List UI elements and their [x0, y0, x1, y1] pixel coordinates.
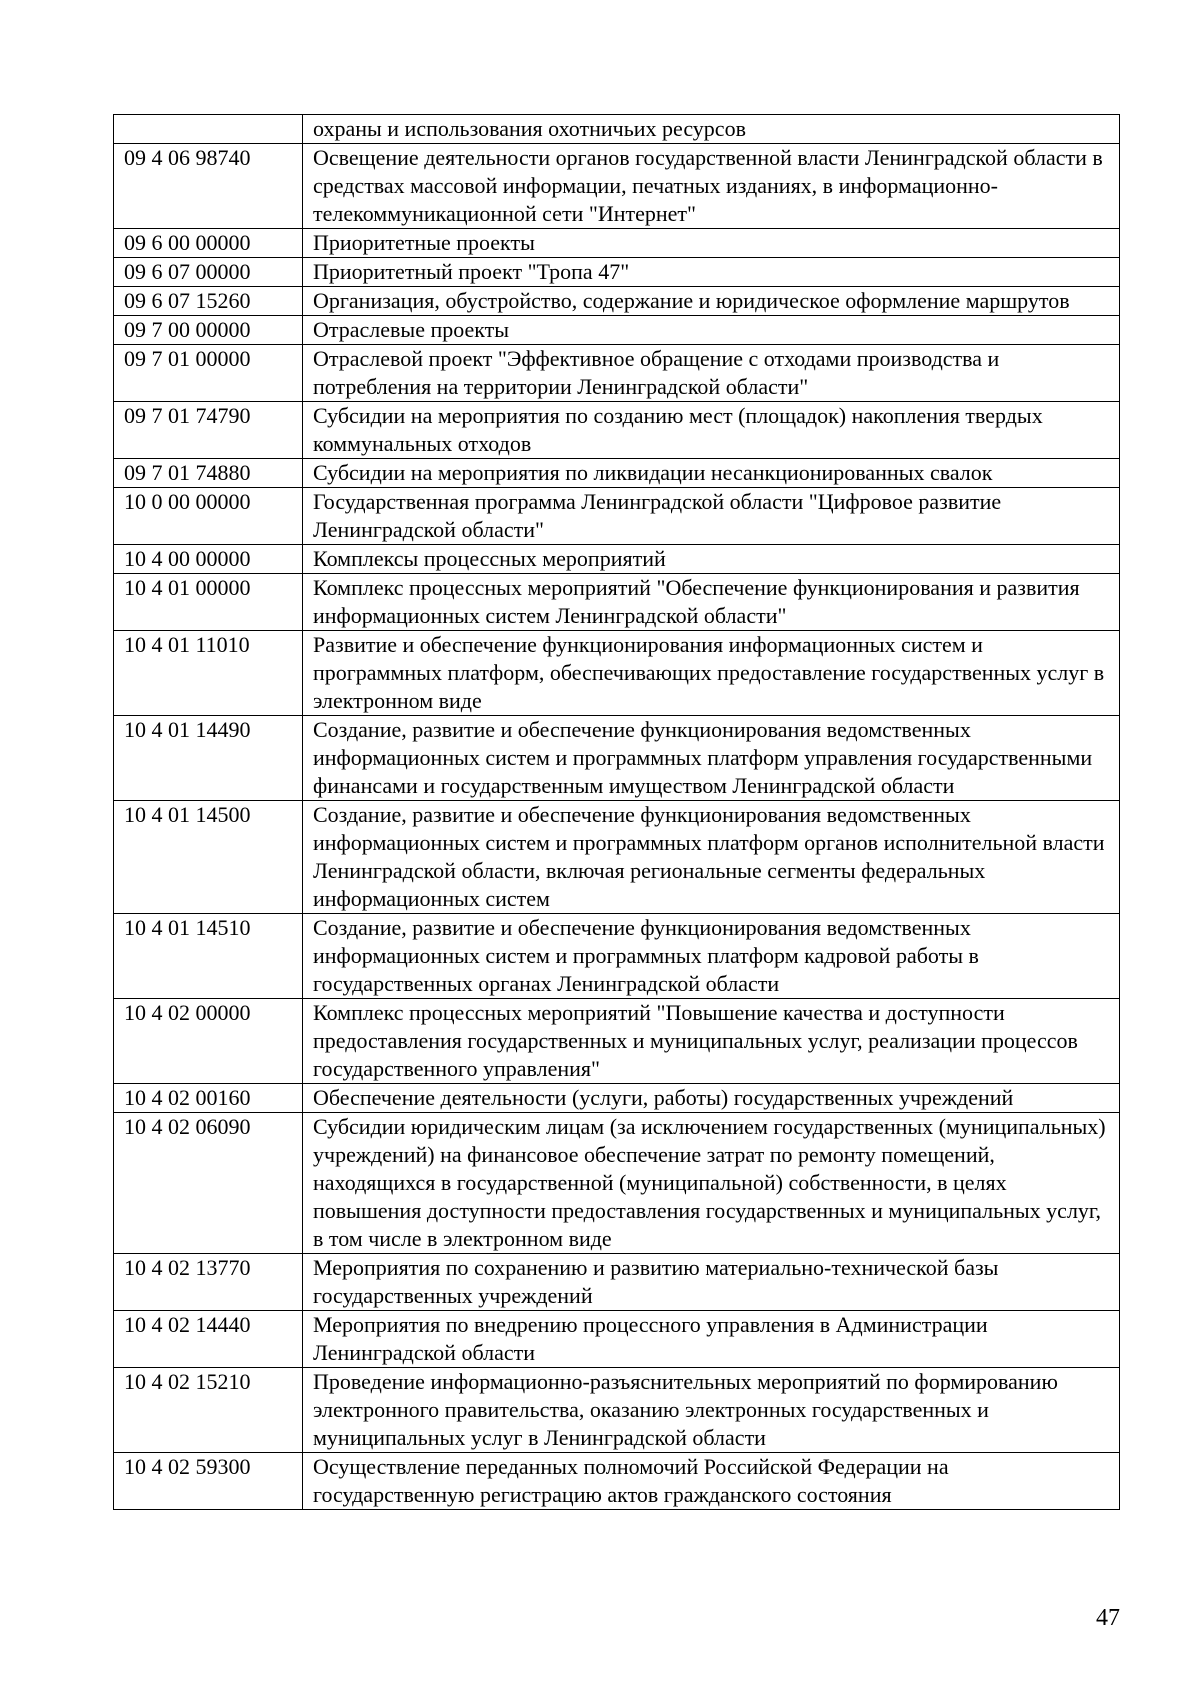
row-code-cell: 09 4 06 98740	[114, 144, 303, 229]
row-code-cell: 09 7 01 74880	[114, 459, 303, 488]
row-code-cell: 09 7 00 00000	[114, 316, 303, 345]
row-code-cell: 10 4 02 06090	[114, 1113, 303, 1254]
row-code-cell: 10 4 01 14510	[114, 914, 303, 999]
table-row	[114, 1453, 1120, 1510]
row-name-cell: Освещение деятельности органов государственной власти Ленинградской области в средствах массовой информации, печатных изданиях, в информационно-телекоммуникационной сети "Интернет"	[303, 144, 1120, 229]
row-name-cell: Обеспечение деятельности (услуги, работы) государственных учреждений	[303, 1084, 1120, 1113]
row-name-cell: Организация, обустройство, содержание и юридическое оформление маршрутов	[303, 287, 1120, 316]
row-name-cell: Субсидии юридическим лицам (за исключением государственных (муниципальных) учреждений) на финансовое обеспечение затрат по ремонту помещений, находящихся в государственной (муниципальной) собственности, в целях повышения доступности предоставления государственных и муниципальных услуг, в том числе в электронном виде	[303, 1113, 1120, 1254]
row-code-cell: 10 4 02 14440	[114, 1311, 303, 1368]
row-name-cell: Государственная программа Ленинградской области "Цифровое развитие Ленинградской области"	[303, 488, 1120, 545]
row-name-cell: Отраслевые проекты	[303, 316, 1120, 345]
table-row	[114, 258, 1120, 287]
row-name-cell: Субсидии на мероприятия по ликвидации несанкционированных свалок	[303, 459, 1120, 488]
row-code-cell: 10 4 02 00000	[114, 999, 303, 1084]
row-code-cell: 09 6 07 15260	[114, 287, 303, 316]
row-name-cell: Создание, развитие и обеспечение функционирования ведомственных информационных систем и программных платформ кадровой работы в государственных органах Ленинградской области	[303, 914, 1120, 999]
table-row	[114, 488, 1120, 545]
row-name-cell: Субсидии на мероприятия по созданию мест (площадок) накопления твердых коммунальных отходов	[303, 402, 1120, 459]
row-code-cell: 09 7 01 00000	[114, 345, 303, 402]
table-row	[114, 1368, 1120, 1453]
table-row	[114, 801, 1120, 914]
classification-table	[113, 114, 1120, 1510]
row-name-cell: Комплекс процессных мероприятий "Повышение качества и доступности предоставления государственных и муниципальных услуг, реализации процессов государственного управления"	[303, 999, 1120, 1084]
row-name-cell: Осуществление переданных полномочий Российской Федерации на государственную регистрацию актов гражданского состояния	[303, 1453, 1120, 1510]
row-name-cell: Комплекс процессных мероприятий "Обеспечение функционирования и развития информационных систем Ленинградской области"	[303, 574, 1120, 631]
table-row	[114, 144, 1120, 229]
row-name-cell: Мероприятия по внедрению процессного управления в Администрации Ленинградской области	[303, 1311, 1120, 1368]
page-number: 47	[1096, 1605, 1120, 1631]
row-code-cell: 10 0 00 00000	[114, 488, 303, 545]
row-code-cell: 10 4 01 14490	[114, 716, 303, 801]
table-row	[114, 1113, 1120, 1254]
table-row	[114, 402, 1120, 459]
row-code-cell: 10 4 01 11010	[114, 631, 303, 716]
table-row	[114, 999, 1120, 1084]
row-code-cell: 10 4 01 00000	[114, 574, 303, 631]
table-row	[114, 345, 1120, 402]
table-row	[114, 1311, 1120, 1368]
row-name-cell: Развитие и обеспечение функционирования информационных систем и программных платформ, обеспечивающих предоставление государственных услуг в электронном виде	[303, 631, 1120, 716]
row-code-cell: 10 4 01 14500	[114, 801, 303, 914]
table-row	[114, 914, 1120, 999]
table-row	[114, 545, 1120, 574]
table-row	[114, 229, 1120, 258]
table-row	[114, 1254, 1120, 1311]
row-code-cell: 10 4 00 00000	[114, 545, 303, 574]
table-body	[114, 115, 1120, 1510]
row-code-cell: 10 4 02 59300	[114, 1453, 303, 1510]
row-name-cell: Создание, развитие и обеспечение функционирования ведомственных информационных систем и программных платформ органов исполнительной власти Ленинградской области, включая региональные сегменты федеральных информационных систем	[303, 801, 1120, 914]
row-name-cell: Приоритетные проекты	[303, 229, 1120, 258]
row-code-cell	[114, 115, 303, 144]
row-code-cell: 10 4 02 15210	[114, 1368, 303, 1453]
table-row	[114, 716, 1120, 801]
row-name-cell: охраны и использования охотничьих ресурсов	[303, 115, 1120, 144]
row-name-cell: Мероприятия по сохранению и развитию материально-технической базы государственных учреждений	[303, 1254, 1120, 1311]
row-code-cell: 09 6 07 00000	[114, 258, 303, 287]
table-row	[114, 287, 1120, 316]
row-code-cell: 10 4 02 00160	[114, 1084, 303, 1113]
row-name-cell: Отраслевой проект "Эффективное обращение с отходами производства и потребления на территории Ленинградской области"	[303, 345, 1120, 402]
table-row	[114, 115, 1120, 144]
row-name-cell: Приоритетный проект "Тропа 47"	[303, 258, 1120, 287]
table-row	[114, 574, 1120, 631]
row-name-cell: Комплексы процессных мероприятий	[303, 545, 1120, 574]
row-name-cell: Проведение информационно-разъяснительных мероприятий по формированию электронного правительства, оказанию электронных государственных и муниципальных услуг в Ленинградской области	[303, 1368, 1120, 1453]
table-row	[114, 459, 1120, 488]
row-name-cell: Создание, развитие и обеспечение функционирования ведомственных информационных систем и программных платформ управления государственными финансами и государственным имуществом Ленинградской области	[303, 716, 1120, 801]
row-code-cell: 09 7 01 74790	[114, 402, 303, 459]
table-row	[114, 1084, 1120, 1113]
table-row	[114, 316, 1120, 345]
table-row	[114, 631, 1120, 716]
row-code-cell: 10 4 02 13770	[114, 1254, 303, 1311]
row-code-cell: 09 6 00 00000	[114, 229, 303, 258]
